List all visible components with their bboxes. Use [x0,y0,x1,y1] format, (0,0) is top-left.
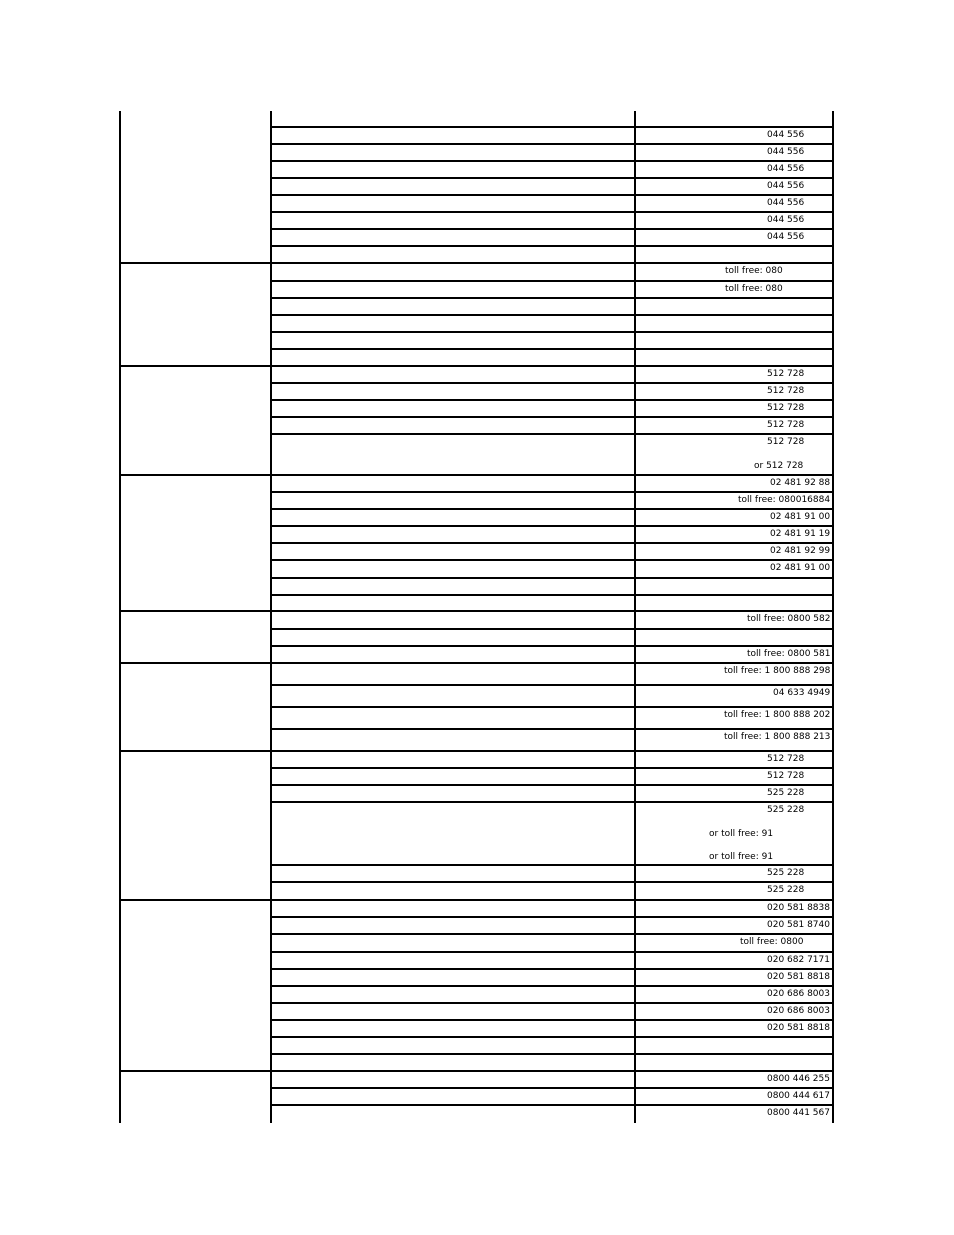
phone-number-text: 02 481 92 88 [770,478,831,488]
table-row-number-cell [637,649,830,662]
phone-number-text: 525 228 [767,885,805,895]
phone-number-text: 020 686 8003 [767,989,830,999]
table-row-number-cell [637,352,830,365]
row-separator [270,245,834,247]
phone-number-text: 044 556 [767,215,805,225]
phone-number-text: 044 556 [767,147,805,157]
row-separator [270,577,834,579]
table-row-number-cell [637,955,830,968]
row-separator [270,968,834,970]
phone-number-text: 0800 446 255 [767,1074,830,1084]
table-row-number-cell [637,495,830,508]
table-row-number-cell [637,284,830,297]
row-separator [270,916,834,918]
phone-number-text: 525 228 [767,788,805,798]
row-separator [270,542,834,544]
phone-number-text: toll free: 0800 581 [747,649,831,659]
table-row-number-cell [637,581,830,594]
phone-number-text: toll free: 080 [725,266,783,276]
table-row-number-cell [637,181,830,194]
table-row-number-cell [637,1057,830,1070]
phone-number-text: 0800 444 617 [767,1091,830,1101]
table-row-number-cell [637,666,830,684]
phone-number-text: 02 481 92 99 [770,546,831,556]
row-separator [270,160,834,162]
row-separator [270,416,834,418]
row-separator [270,784,834,786]
phone-number-text: toll free: 1 800 888 298 [724,666,831,676]
group-separator [119,1070,834,1072]
row-separator [270,864,834,866]
table-row-number-cell [637,164,830,177]
group-separator [119,610,834,612]
phone-number-text: 525 228 [767,805,805,815]
row-separator [270,728,834,730]
row-separator [270,433,834,435]
table-row-number-cell [637,318,830,331]
table-row-number-cell [637,1006,830,1019]
phone-number-text: 020 581 8818 [767,972,830,982]
row-separator [270,1019,834,1021]
phone-number-text: 020 581 8818 [767,1023,830,1033]
group-separator [119,474,834,476]
phone-number-text: 525 228 [767,868,805,878]
phone-number-text: 512 728 [767,369,805,379]
phone-number-text: 02 481 91 00 [770,512,831,522]
row-separator [270,951,834,953]
row-separator [270,985,834,987]
phone-number-text: toll free: 0800 [740,937,804,947]
row-separator [270,628,834,630]
row-separator [270,801,834,803]
table-row-number-cell [637,403,830,416]
phone-number-text: 512 728 [767,386,805,396]
table-row-number-cell [637,989,830,1002]
row-separator [270,314,834,316]
table-row-number-cell [637,771,830,784]
row-separator [270,348,834,350]
phone-number-text: 512 728 [767,420,805,430]
row-separator [270,508,834,510]
phone-number-text: 044 556 [767,181,805,191]
row-separator [270,933,834,935]
table-row-number-cell [637,420,830,433]
table-row-number-cell [637,614,830,628]
table-row-number-cell [637,868,830,881]
row-separator [270,382,834,384]
table-row-number-cell [637,215,830,228]
group-separator [119,365,834,367]
table-row-number-cell [637,369,830,382]
phone-number-text: toll free: 1 800 888 213 [724,732,831,742]
table-row-number-cell [637,249,830,262]
row-separator [270,645,834,647]
group-separator [119,899,834,901]
table-row-number-cell [637,563,830,577]
phone-number-text: 04 633 4949 [773,688,831,698]
table-row-number-cell [637,732,830,750]
phone-number-text: or 512 728 [754,461,804,471]
table-row-number-cell [637,335,830,348]
table-row-number-cell [637,598,830,610]
row-separator [270,177,834,179]
table-row-number-cell [637,920,830,933]
row-separator [270,280,834,282]
phone-number-text: or toll free: 91 [709,852,774,862]
row-separator [270,684,834,686]
table-row-number-cell [637,386,830,399]
table-row-number-cell [637,130,830,143]
table-row-number-cell [637,1023,830,1036]
phone-number-text: toll free: 080 [725,284,783,294]
phone-number-text: 020 682 7171 [767,955,830,965]
table-row-number-cell [637,114,830,126]
table-row-number-cell [637,147,830,160]
phone-number-text: 512 728 [767,437,805,447]
phone-number-text: 020 581 8740 [767,920,830,930]
group-separator [119,750,834,752]
row-separator [270,1087,834,1089]
table-row-number-cell [637,1108,830,1122]
table-row-number-cell [637,1074,830,1087]
row-separator [270,491,834,493]
row-separator [270,525,834,527]
row-separator [270,706,834,708]
phone-number-text: toll free: 0800 582 [747,614,831,624]
row-separator [270,1002,834,1004]
table-row-number-cell [637,710,830,728]
phone-number-text: 02 481 91 00 [770,563,831,573]
table-row-number-cell [637,437,830,474]
phone-number-text: 044 556 [767,164,805,174]
row-separator [270,594,834,596]
table-row-number-cell [637,754,830,767]
table-row-number-cell [637,546,830,559]
group-separator [119,662,834,664]
row-separator [270,1053,834,1055]
row-separator [270,143,834,145]
phone-number-text: 020 686 8003 [767,1006,830,1016]
phone-number-text: 512 728 [767,403,805,413]
table-row-number-cell [637,512,830,525]
table-row-number-cell [637,632,830,645]
row-separator [270,228,834,230]
table-row-number-cell [637,529,830,542]
table-row-number-cell [637,232,830,245]
table-row-number-cell [637,805,830,864]
row-separator [270,1036,834,1038]
phone-number-text: toll free: 080016884 [738,495,831,505]
table-row-number-cell [637,972,830,985]
table-row-number-cell [637,788,830,801]
row-separator [270,767,834,769]
group-separator [119,262,834,264]
phone-number-text: 044 556 [767,198,805,208]
row-separator [270,297,834,299]
phone-number-text: toll free: 1 800 888 202 [724,710,831,720]
table-row-number-cell [637,903,830,916]
row-separator [270,1104,834,1106]
row-separator [270,331,834,333]
phone-number-text: 044 556 [767,232,805,242]
phone-number-text: 02 481 91 19 [770,529,831,539]
table-row-number-cell [637,688,830,706]
table-row-number-cell [637,885,830,899]
table-row-number-cell [637,1091,830,1104]
phone-number-text: 512 728 [767,754,805,764]
table-row-number-cell [637,301,830,314]
row-separator [270,559,834,561]
row-separator [270,211,834,213]
table-row-number-cell [637,937,830,951]
row-separator [270,881,834,883]
phone-number-text: 044 556 [767,130,805,140]
row-separator [270,194,834,196]
row-separator [270,126,834,128]
phone-number-text: 512 728 [767,771,805,781]
table-row-number-cell [637,266,830,280]
phone-number-text: 0800 441 567 [767,1108,830,1118]
row-separator [270,399,834,401]
table-row-number-cell [637,198,830,211]
phone-number-text: or toll free: 91 [709,829,774,839]
table-row-number-cell [637,1040,830,1053]
table-row-number-cell [637,478,830,491]
phone-number-text: 020 581 8838 [767,903,830,913]
